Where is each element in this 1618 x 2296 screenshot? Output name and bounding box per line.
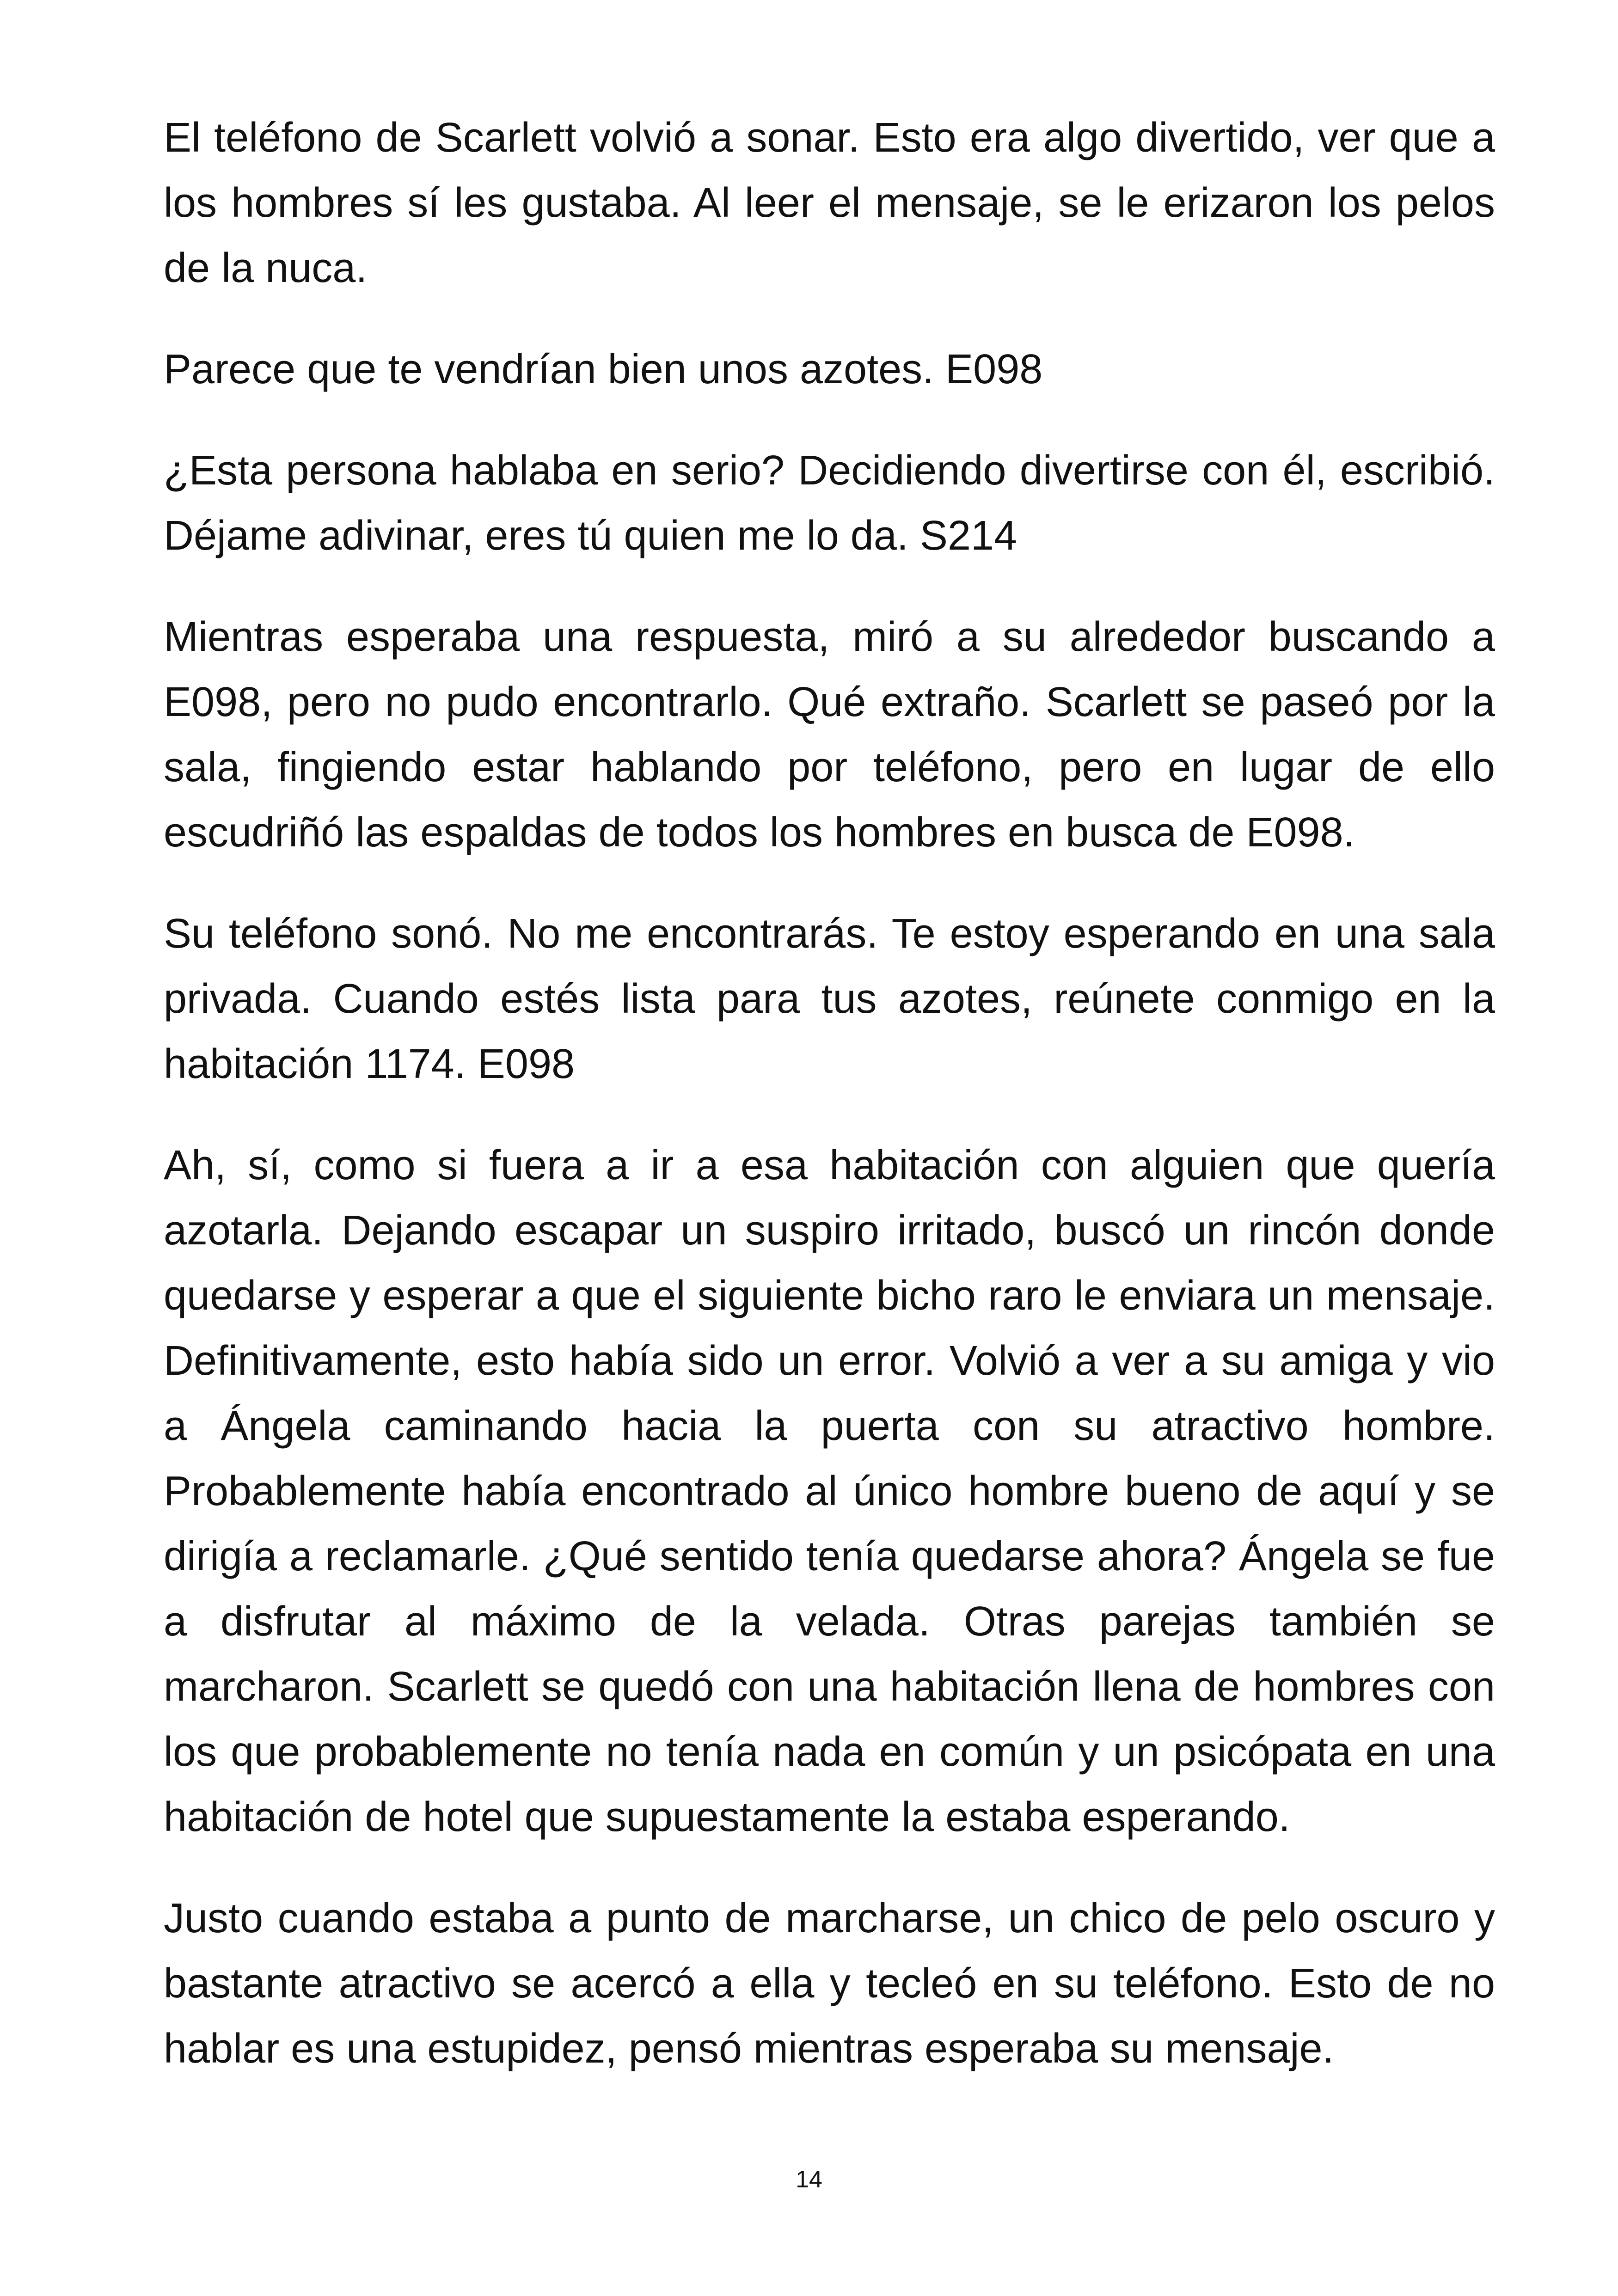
body-text: [164, 105, 1495, 2082]
paragraph: Parece que te vendrían bien unos azotes. E098: [164, 346, 1043, 392]
paragraph: ¿Esta persona hablaba en serio? Decidiendo divertirse con él, escribió. Déjame adivinar, eres tú quien me lo da. S214: [164, 447, 1495, 559]
paragraph: El teléfono de Scarlett volvió a sonar. Esto era algo divertido, ver que a los hombres sí les gustaba. Al leer el mensaje, se le erizaron los pelos de la nuca.: [164, 115, 1495, 291]
page-number: 14: [796, 2166, 822, 2193]
paragraph: Mientras esperaba una respuesta, miró a su alrededor buscando a E098, pero no pudo encontrarlo. Qué extraño. Scarlett se paseó por la sala, fingiendo estar hablando por teléfono, pero en lugar de ello escudriñó las espaldas de todos los hombres en busca de E098.: [164, 614, 1495, 856]
paragraph: Justo cuando estaba a punto de marcharse, un chico de pelo oscuro y bastante atractivo se acercó a ella y tecleó en su teléfono. Esto de no hablar es una estupidez, pensó mientras esperaba su mensaje.: [164, 1895, 1495, 2072]
paragraph: Ah, sí, como si fuera a ir a esa habitación con alguien que quería azotarla. Dejando escapar un suspiro irritado, buscó un rincón donde quedarse y esperar a que el siguiente bicho raro le enviara un mensaje. Definitivamente, esto había sido un error. Volvió a ver a su amiga y vio a Ángela caminando hacia la puerta con su atractivo hombre. Probablemente había encontrado al único hombre bueno de aquí y se dirigía a reclamarle. ¿Qué sentido tenía quedarse ahora? Ángela se fue a disfrutar al máximo de la velada. Otras parejas también se marcharon. Scarlett se quedó con una habitación llena de hombres con los que probablemente no tenía nada en común y un psicópata en una habitación de hotel que supuestamente la estaba esperando.: [164, 1142, 1495, 1840]
paragraph: Su teléfono sonó. No me encontrarás. Te estoy esperando en una sala privada. Cuando estés lista para tus azotes, reúnete conmigo en la habitación 1174. E098: [164, 911, 1495, 1087]
